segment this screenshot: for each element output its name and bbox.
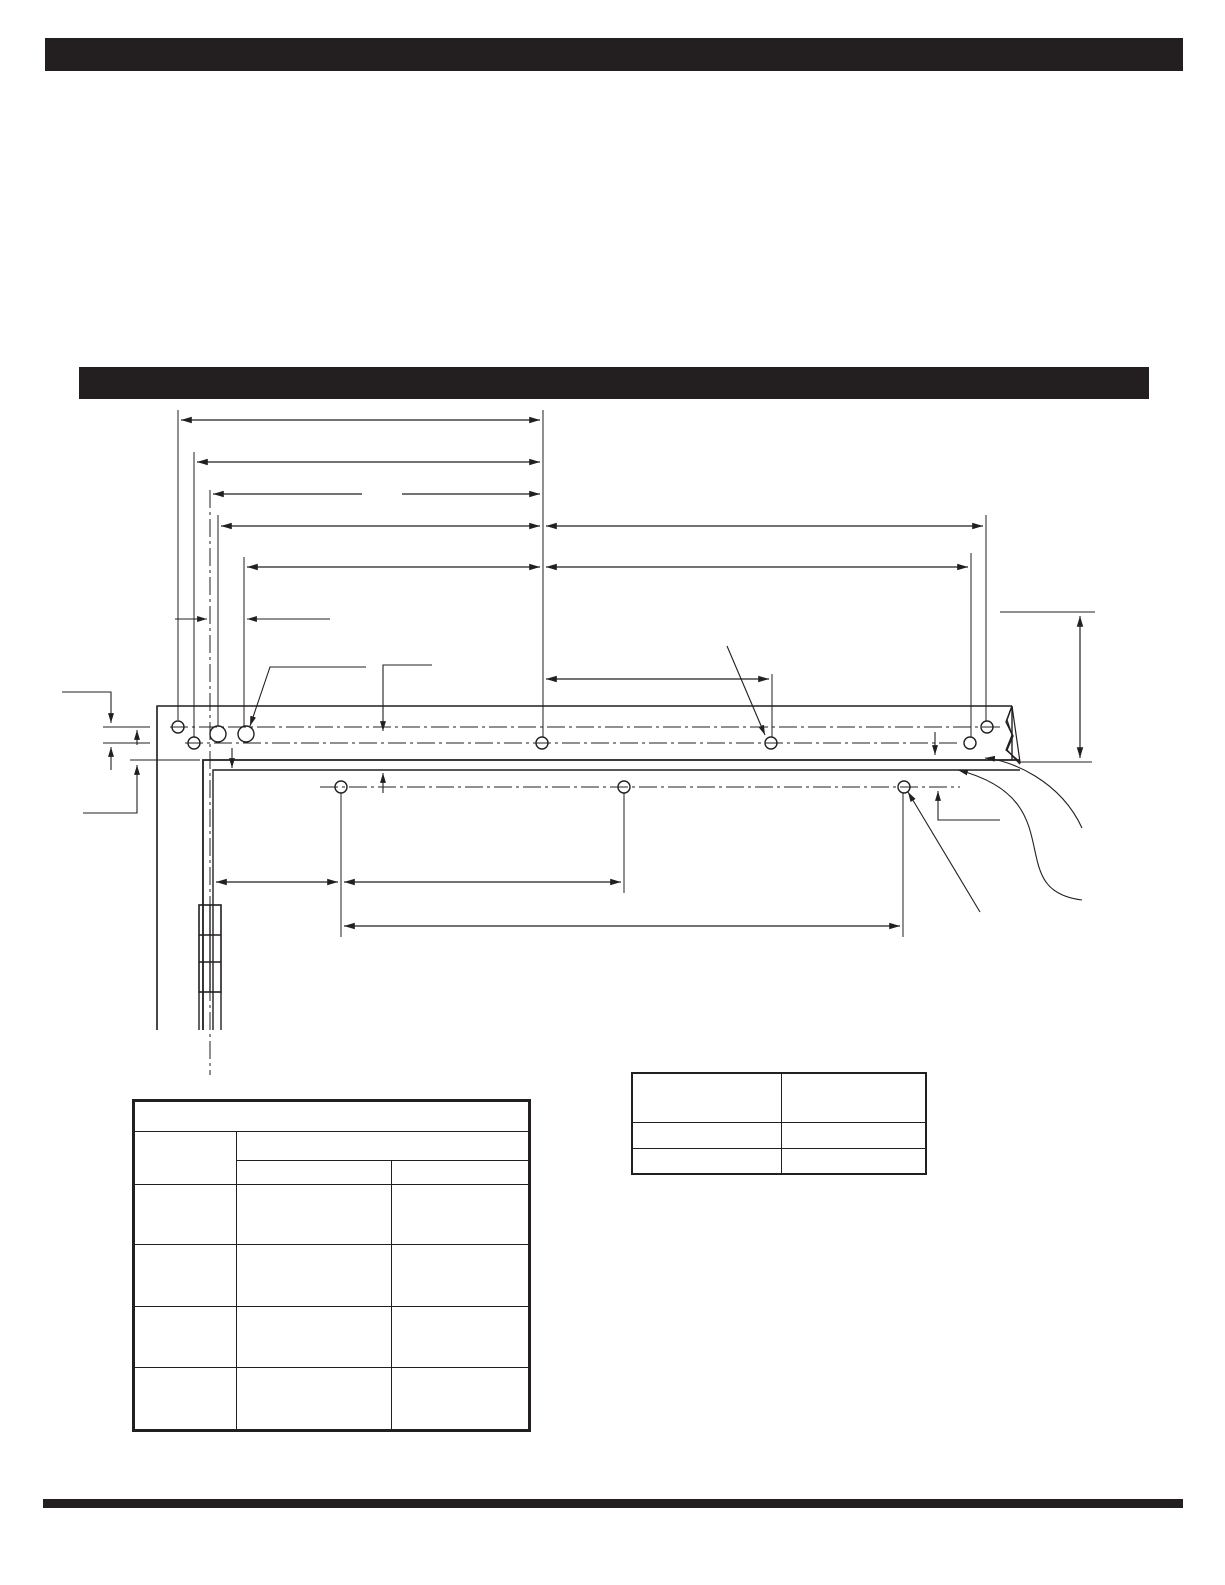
left-table-cell [134, 1184, 237, 1245]
left-table-header-group [237, 1132, 530, 1160]
right-table-cell [632, 1148, 782, 1174]
left-table-header-left [134, 1132, 237, 1184]
left-table-cell [237, 1368, 392, 1431]
left-table [132, 1099, 531, 1432]
right-table-header [632, 1073, 782, 1122]
leader-arrows [62, 619, 1082, 912]
left-table-cell [237, 1245, 392, 1307]
left-table-cell [392, 1184, 530, 1245]
left-table-cell [134, 1306, 237, 1368]
extension-lines [178, 410, 1095, 937]
right-table-cell [782, 1122, 927, 1148]
left-table-cell [134, 1245, 237, 1307]
center-lines [170, 490, 1000, 1075]
holes [172, 721, 993, 793]
left-table-subheader [392, 1160, 530, 1184]
frame-outline [157, 706, 1020, 1030]
right-table-cell [782, 1148, 927, 1174]
left-table-subheader [237, 1160, 392, 1184]
left-table-cell [392, 1368, 530, 1431]
left-table-title [134, 1101, 530, 1132]
right-table-cell [632, 1122, 782, 1148]
left-table-cell [237, 1184, 392, 1245]
left-table-cell [392, 1245, 530, 1307]
left-table-cell [237, 1306, 392, 1368]
right-table-header [782, 1073, 927, 1122]
right-table [631, 1072, 927, 1175]
left-table-cell [392, 1306, 530, 1368]
left-table-cell [134, 1368, 237, 1431]
dimension-lines [181, 420, 1080, 926]
